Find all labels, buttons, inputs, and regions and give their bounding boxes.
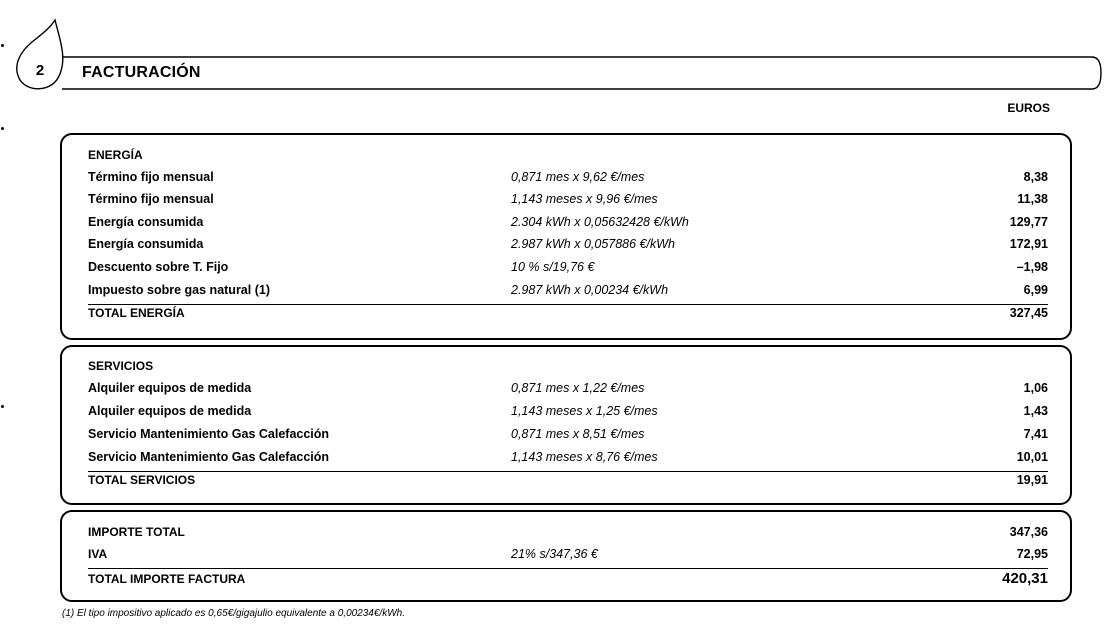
detail: 0,871 mes x 9,62 €/mes bbox=[511, 170, 645, 184]
detail: 1,143 meses x 8,76 €/mes bbox=[511, 450, 658, 464]
total-label: TOTAL SERVICIOS bbox=[88, 473, 196, 487]
amount: 7,41 bbox=[1023, 427, 1048, 441]
amount: 129,77 bbox=[1009, 215, 1048, 229]
amount: 172,91 bbox=[1009, 237, 1048, 251]
total-amount: 19,91 bbox=[1016, 473, 1048, 487]
concept: Término fijo mensual bbox=[88, 170, 214, 184]
table-row bbox=[88, 447, 1048, 467]
iva-detail: 21% s/347,36 € bbox=[511, 547, 598, 561]
amount: 6,99 bbox=[1023, 283, 1048, 297]
table-row bbox=[88, 401, 1048, 421]
section-number: 2 bbox=[35, 62, 45, 79]
energia-section bbox=[60, 133, 1072, 340]
margin-mark bbox=[1, 127, 4, 130]
importe-total-label: IMPORTE TOTAL bbox=[88, 525, 185, 539]
margin-mark bbox=[1, 405, 4, 408]
amount: 11,38 bbox=[1017, 192, 1048, 206]
table-row bbox=[88, 280, 1048, 300]
detail: 2.304 kWh x 0,05632428 €/kWh bbox=[511, 215, 689, 229]
concept: Energía consumida bbox=[88, 237, 204, 251]
importe-section bbox=[60, 510, 1072, 602]
section-drop-icon bbox=[0, 0, 1107, 100]
importe-total-row bbox=[88, 522, 1048, 542]
detail: 2.987 kWh x 0,057886 €/kWh bbox=[511, 237, 675, 251]
energia-total-row bbox=[88, 304, 1048, 324]
concept: Servicio Mantenimiento Gas Calefacción bbox=[88, 427, 330, 441]
amount: 1,43 bbox=[1023, 404, 1048, 418]
table-row bbox=[88, 189, 1048, 209]
table-row bbox=[88, 234, 1048, 254]
factura-total-label: TOTAL IMPORTE FACTURA bbox=[88, 572, 246, 586]
concept: Alquiler equipos de medida bbox=[88, 404, 252, 418]
servicios-heading-row bbox=[88, 356, 1048, 376]
total-label: TOTAL ENERGÍA bbox=[88, 306, 185, 320]
energia-heading-row bbox=[88, 145, 1048, 165]
factura-total-amount: 420,31 bbox=[1002, 570, 1048, 587]
concept: Término fijo mensual bbox=[88, 192, 214, 206]
factura-total-row bbox=[88, 568, 1048, 591]
table-row bbox=[88, 212, 1048, 232]
servicios-section bbox=[60, 345, 1072, 505]
detail: 0,871 mes x 1,22 €/mes bbox=[511, 381, 645, 395]
amount: 1,06 bbox=[1023, 381, 1048, 395]
detail: 0,871 mes x 8,51 €/mes bbox=[511, 427, 645, 441]
detail: 2.987 kWh x 0,00234 €/kWh bbox=[511, 283, 669, 297]
concept: Impuesto sobre gas natural (1) bbox=[88, 283, 270, 297]
concept: Servicio Mantenimiento Gas Calefacción bbox=[88, 450, 330, 464]
detail: 1,143 meses x 1,25 €/mes bbox=[511, 404, 658, 418]
concept: Energía consumida bbox=[88, 215, 204, 229]
concept: Alquiler equipos de medida bbox=[88, 381, 252, 395]
table-row bbox=[88, 257, 1048, 277]
amount: –1,98 bbox=[1016, 260, 1048, 274]
iva-row bbox=[88, 544, 1048, 564]
iva-amount: 72,95 bbox=[1016, 547, 1048, 561]
servicios-heading: SERVICIOS bbox=[88, 359, 154, 373]
margin-mark bbox=[1, 44, 4, 47]
detail: 1,143 meses x 9,96 €/mes bbox=[511, 192, 658, 206]
amount: 10,01 bbox=[1016, 450, 1048, 464]
total-amount: 327,45 bbox=[1009, 306, 1048, 320]
section-title: FACTURACIÓN bbox=[82, 64, 201, 81]
table-row bbox=[88, 424, 1048, 444]
currency-label: EUROS bbox=[1007, 101, 1050, 115]
table-row bbox=[88, 167, 1048, 187]
servicios-total-row bbox=[88, 471, 1048, 491]
table-row bbox=[88, 378, 1048, 398]
energia-heading: ENERGÍA bbox=[88, 148, 143, 162]
amount: 8,38 bbox=[1023, 170, 1048, 184]
iva-label: IVA bbox=[88, 547, 108, 561]
concept: Descuento sobre T. Fijo bbox=[88, 260, 229, 274]
detail: 10 % s/19,76 € bbox=[511, 260, 595, 274]
importe-total-amount: 347,36 bbox=[1009, 525, 1048, 539]
footnote: (1) El tipo impositivo aplicado es 0,65€/gigajulio equivalente a 0,00234€/kWh. bbox=[62, 608, 405, 619]
